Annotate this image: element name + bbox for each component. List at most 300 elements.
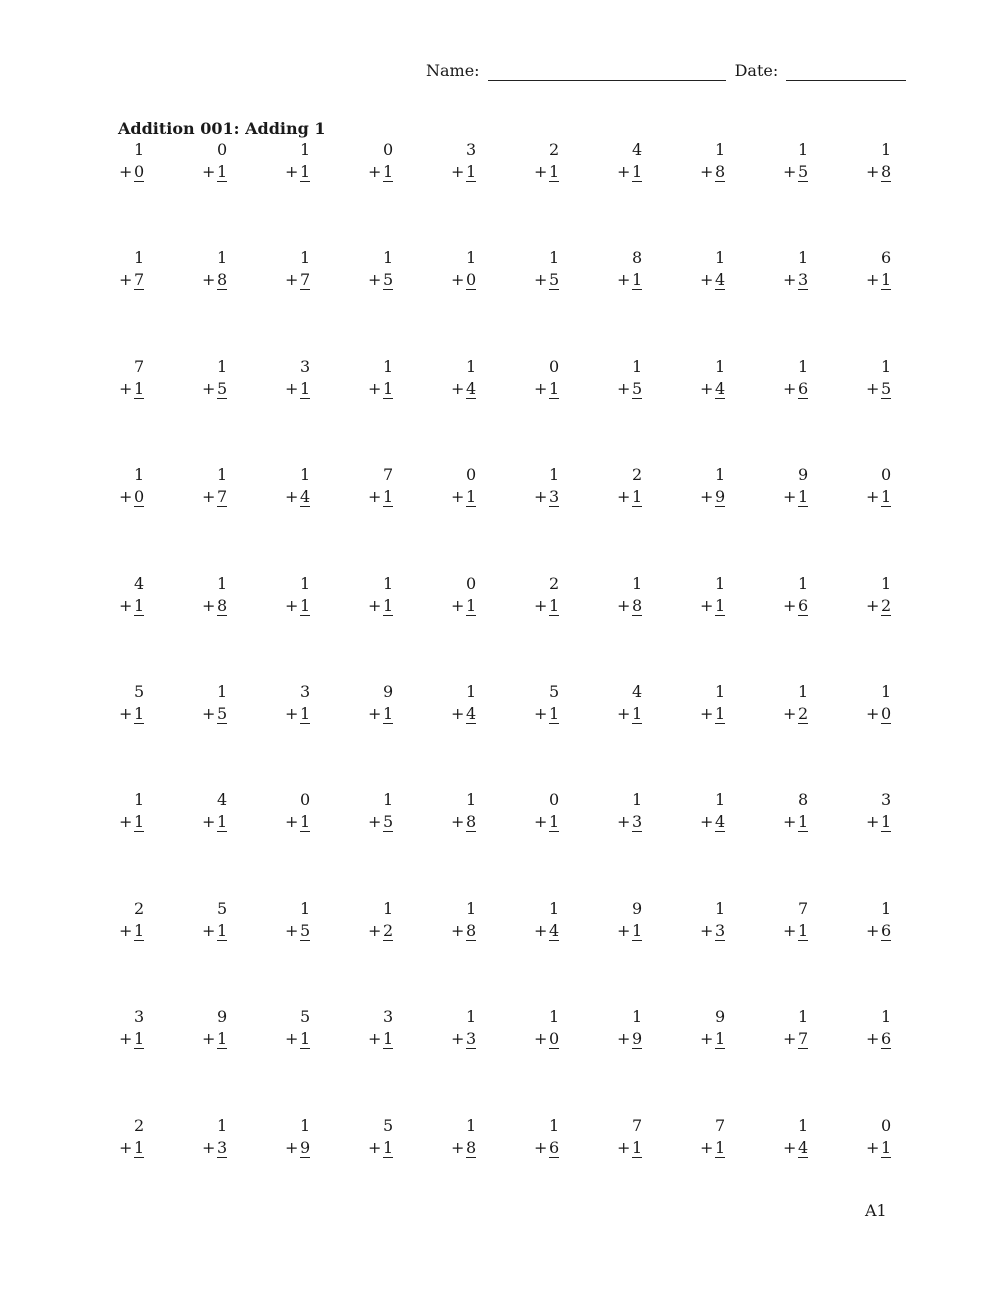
- top-number: 7: [798, 898, 809, 918]
- bottom-number: 1: [383, 1137, 394, 1157]
- addition-problem: [774, 681, 857, 789]
- bottom-number: 4: [715, 378, 726, 398]
- plus-sign: +: [783, 487, 797, 507]
- problem-row: [110, 1115, 940, 1223]
- addition-problem: [525, 1006, 608, 1114]
- addition-problem: [525, 681, 608, 789]
- bottom-line: [608, 703, 691, 725]
- bottom-number: 1: [300, 1029, 311, 1049]
- top-number: 1: [217, 1115, 228, 1135]
- plus-sign: +: [783, 920, 797, 940]
- bottom-number: 1: [383, 1029, 394, 1049]
- top-number: 1: [798, 140, 809, 159]
- addition-problem: [691, 789, 774, 897]
- plus-sign: +: [783, 812, 797, 832]
- top-number: 1: [715, 681, 726, 701]
- bottom-number: 8: [715, 162, 726, 181]
- plus-sign: +: [866, 812, 880, 832]
- bottom-line: [857, 161, 940, 183]
- top-number: 1: [383, 898, 394, 918]
- addition-problem: [359, 464, 442, 572]
- bottom-number: 0: [134, 162, 145, 181]
- addition-problem: [608, 573, 691, 681]
- bottom-line: [276, 1028, 359, 1050]
- bottom-line: [608, 486, 691, 508]
- addition-problem: [774, 1115, 857, 1223]
- addition-problem: [110, 464, 193, 572]
- bottom-line: [608, 269, 691, 291]
- plus-sign: +: [866, 1029, 880, 1049]
- addition-problem: [359, 1006, 442, 1114]
- bottom-line: [608, 595, 691, 617]
- bottom-line: [193, 1137, 276, 1159]
- bottom-line: [857, 1137, 940, 1159]
- plus-sign: +: [285, 920, 299, 940]
- addition-problem: [774, 139, 857, 247]
- plus-sign: +: [617, 487, 631, 507]
- bottom-line: [442, 269, 525, 291]
- bottom-line: [442, 378, 525, 400]
- bottom-number: 7: [798, 1029, 809, 1049]
- plus-sign: +: [700, 378, 714, 398]
- bottom-number: 2: [881, 595, 892, 615]
- addition-problem: [276, 464, 359, 572]
- addition-problem: [857, 247, 940, 355]
- top-number: 1: [383, 790, 394, 810]
- top-number: 8: [632, 248, 643, 268]
- plus-sign: +: [783, 703, 797, 723]
- worksheet-header: [426, 60, 906, 81]
- plus-sign: +: [368, 595, 382, 615]
- top-number: 5: [383, 1115, 394, 1135]
- bottom-line: [110, 595, 193, 617]
- plus-sign: +: [202, 162, 216, 181]
- bottom-line: [774, 703, 857, 725]
- plus-sign: +: [617, 703, 631, 723]
- addition-problem: [857, 139, 940, 247]
- bottom-number: 8: [466, 1137, 477, 1157]
- plus-sign: +: [700, 1029, 714, 1049]
- addition-problem: [193, 139, 276, 247]
- bottom-number: 7: [217, 487, 228, 507]
- addition-problem: [525, 1115, 608, 1223]
- bottom-line: [193, 378, 276, 400]
- addition-problem: [276, 247, 359, 355]
- addition-problem: [857, 356, 940, 464]
- top-number: 7: [383, 465, 394, 485]
- bottom-number: 8: [466, 920, 477, 940]
- top-number: 1: [715, 898, 726, 918]
- problem-row: [110, 356, 940, 464]
- addition-problem: [774, 789, 857, 897]
- addition-problem: [110, 1115, 193, 1223]
- top-number: 1: [300, 248, 311, 268]
- addition-problem: [193, 573, 276, 681]
- bottom-number: 3: [715, 920, 726, 940]
- top-number: 1: [134, 248, 145, 268]
- addition-problem: [276, 356, 359, 464]
- addition-problem: [525, 898, 608, 1006]
- bottom-line: [276, 595, 359, 617]
- plus-sign: +: [700, 162, 714, 181]
- worksheet-title: Addition 001: Adding 1: [118, 119, 326, 138]
- addition-problem: [359, 898, 442, 1006]
- plus-sign: +: [617, 595, 631, 615]
- addition-problem: [359, 356, 442, 464]
- bottom-line: [359, 1028, 442, 1050]
- top-number: 7: [715, 1115, 726, 1135]
- top-number: 1: [881, 356, 892, 376]
- addition-problem: [774, 898, 857, 1006]
- plus-sign: +: [783, 1029, 797, 1049]
- name-field-line[interactable]: [488, 60, 726, 81]
- addition-problem: [857, 898, 940, 1006]
- bottom-line: [359, 920, 442, 942]
- plus-sign: +: [368, 1137, 382, 1157]
- bottom-line: [691, 595, 774, 617]
- top-number: 8: [798, 790, 809, 810]
- addition-problem: [525, 247, 608, 355]
- bottom-number: 4: [466, 703, 477, 723]
- addition-problem: [276, 139, 359, 247]
- plus-sign: +: [285, 812, 299, 832]
- plus-sign: +: [451, 1029, 465, 1049]
- plus-sign: +: [534, 595, 548, 615]
- top-number: 1: [134, 465, 145, 485]
- bottom-number: 3: [549, 487, 560, 507]
- bottom-number: 9: [632, 1029, 643, 1049]
- problem-row: [110, 681, 940, 789]
- plus-sign: +: [617, 812, 631, 832]
- bottom-number: 1: [632, 920, 643, 940]
- addition-problem: [442, 573, 525, 681]
- bottom-line: [608, 1137, 691, 1159]
- top-number: 3: [300, 356, 311, 376]
- bottom-number: 1: [798, 487, 809, 507]
- top-number: 1: [881, 573, 892, 593]
- bottom-line: [691, 161, 774, 183]
- plus-sign: +: [119, 920, 133, 940]
- top-number: 1: [466, 790, 477, 810]
- addition-problem: [442, 356, 525, 464]
- top-number: 1: [881, 1007, 892, 1027]
- top-number: 2: [632, 465, 643, 485]
- plus-sign: +: [534, 270, 548, 290]
- plus-sign: +: [534, 378, 548, 398]
- plus-sign: +: [451, 703, 465, 723]
- top-number: 1: [549, 465, 560, 485]
- top-number: 1: [300, 140, 311, 159]
- addition-problem: [276, 1115, 359, 1223]
- bottom-number: 5: [217, 703, 228, 723]
- bottom-line: [276, 486, 359, 508]
- plus-sign: +: [368, 1029, 382, 1049]
- plus-sign: +: [285, 162, 299, 181]
- top-number: 1: [383, 356, 394, 376]
- bottom-line: [276, 1137, 359, 1159]
- bottom-line: [359, 595, 442, 617]
- bottom-number: 1: [466, 162, 477, 181]
- top-number: 0: [383, 140, 394, 159]
- top-number: 9: [383, 681, 394, 701]
- plus-sign: +: [368, 703, 382, 723]
- addition-problem: [608, 681, 691, 789]
- bottom-line: [525, 486, 608, 508]
- top-number: 0: [466, 465, 477, 485]
- top-number: 1: [881, 140, 892, 159]
- bottom-line: [276, 269, 359, 291]
- bottom-number: 7: [134, 270, 145, 290]
- bottom-line: [774, 595, 857, 617]
- plus-sign: +: [119, 270, 133, 290]
- bottom-number: 4: [715, 270, 726, 290]
- top-number: 6: [881, 248, 892, 268]
- bottom-number: 1: [549, 595, 560, 615]
- bottom-number: 1: [134, 595, 145, 615]
- top-number: 4: [134, 573, 145, 593]
- top-number: 1: [798, 573, 809, 593]
- plus-sign: +: [700, 487, 714, 507]
- bottom-line: [774, 486, 857, 508]
- plus-sign: +: [534, 162, 548, 181]
- bottom-number: 5: [632, 378, 643, 398]
- bottom-line: [525, 1137, 608, 1159]
- top-number: 1: [632, 1007, 643, 1027]
- bottom-line: [276, 920, 359, 942]
- addition-problem: [608, 139, 691, 247]
- bottom-number: 1: [134, 703, 145, 723]
- bottom-number: 3: [466, 1029, 477, 1049]
- top-number: 9: [632, 898, 643, 918]
- top-number: 1: [632, 573, 643, 593]
- plus-sign: +: [783, 378, 797, 398]
- bottom-line: [110, 378, 193, 400]
- addition-problem: [193, 789, 276, 897]
- addition-problem: [857, 681, 940, 789]
- plus-sign: +: [285, 487, 299, 507]
- bottom-line: [525, 161, 608, 183]
- bottom-line: [193, 269, 276, 291]
- bottom-line: [691, 811, 774, 833]
- bottom-number: 5: [217, 378, 228, 398]
- bottom-line: [110, 269, 193, 291]
- bottom-number: 8: [632, 595, 643, 615]
- plus-sign: +: [451, 1137, 465, 1157]
- bottom-number: 1: [134, 1137, 145, 1157]
- bottom-line: [193, 920, 276, 942]
- top-number: 1: [632, 790, 643, 810]
- bottom-number: 1: [632, 1137, 643, 1157]
- top-number: 9: [715, 1007, 726, 1027]
- addition-problem: [774, 247, 857, 355]
- plus-sign: +: [119, 162, 133, 181]
- bottom-number: 8: [466, 812, 477, 832]
- top-number: 4: [632, 140, 643, 159]
- plus-sign: +: [202, 595, 216, 615]
- bottom-number: 9: [715, 487, 726, 507]
- top-number: 1: [798, 1115, 809, 1135]
- top-number: 1: [549, 1115, 560, 1135]
- addition-problem: [608, 1006, 691, 1114]
- top-number: 2: [134, 1115, 145, 1135]
- plus-sign: +: [866, 487, 880, 507]
- bottom-line: [110, 1137, 193, 1159]
- addition-problem: [110, 898, 193, 1006]
- top-number: 1: [466, 898, 477, 918]
- bottom-line: [110, 1028, 193, 1050]
- bottom-number: 6: [881, 920, 892, 940]
- bottom-line: [608, 920, 691, 942]
- bottom-number: 1: [715, 1029, 726, 1049]
- bottom-line: [691, 1137, 774, 1159]
- bottom-line: [691, 486, 774, 508]
- top-number: 1: [549, 898, 560, 918]
- top-number: 0: [549, 356, 560, 376]
- addition-problem: [110, 681, 193, 789]
- plus-sign: +: [119, 595, 133, 615]
- plus-sign: +: [285, 1137, 299, 1157]
- bottom-number: 1: [383, 595, 394, 615]
- plus-sign: +: [368, 162, 382, 181]
- top-number: 0: [881, 465, 892, 485]
- addition-problem: [691, 1115, 774, 1223]
- addition-problem: [442, 898, 525, 1006]
- top-number: 0: [300, 790, 311, 810]
- top-number: 1: [466, 1115, 477, 1135]
- bottom-number: 5: [383, 270, 394, 290]
- addition-problem: [857, 1006, 940, 1114]
- plus-sign: +: [700, 270, 714, 290]
- bottom-number: 4: [549, 920, 560, 940]
- date-field-line[interactable]: [786, 60, 906, 81]
- plus-sign: +: [451, 920, 465, 940]
- top-number: 4: [217, 790, 228, 810]
- addition-problem: [608, 464, 691, 572]
- addition-problem: [525, 139, 608, 247]
- bottom-number: 1: [300, 162, 311, 181]
- bottom-line: [359, 269, 442, 291]
- bottom-number: 1: [881, 270, 892, 290]
- top-number: 1: [383, 248, 394, 268]
- plus-sign: +: [617, 1137, 631, 1157]
- addition-problem: [608, 247, 691, 355]
- addition-problem: [691, 681, 774, 789]
- bottom-number: 3: [217, 1137, 228, 1157]
- bottom-number: 1: [134, 378, 145, 398]
- addition-problem: [193, 356, 276, 464]
- bottom-line: [110, 703, 193, 725]
- bottom-number: 1: [134, 812, 145, 832]
- plus-sign: +: [202, 270, 216, 290]
- plus-sign: +: [368, 487, 382, 507]
- bottom-number: 1: [217, 920, 228, 940]
- bottom-line: [774, 378, 857, 400]
- top-number: 1: [881, 681, 892, 701]
- bottom-line: [442, 920, 525, 942]
- bottom-number: 4: [798, 1137, 809, 1157]
- addition-problem: [110, 247, 193, 355]
- bottom-line: [525, 269, 608, 291]
- bottom-number: 9: [300, 1137, 311, 1157]
- plus-sign: +: [783, 270, 797, 290]
- problem-row: [110, 898, 940, 1006]
- bottom-line: [110, 486, 193, 508]
- plus-sign: +: [617, 378, 631, 398]
- problem-row: [110, 247, 940, 355]
- bottom-line: [359, 486, 442, 508]
- plus-sign: +: [202, 1029, 216, 1049]
- bottom-number: 8: [217, 270, 228, 290]
- bottom-number: 2: [798, 703, 809, 723]
- plus-sign: +: [866, 1137, 880, 1157]
- bottom-line: [193, 486, 276, 508]
- bottom-number: 5: [881, 378, 892, 398]
- plus-sign: +: [534, 703, 548, 723]
- plus-sign: +: [285, 595, 299, 615]
- bottom-line: [110, 811, 193, 833]
- bottom-number: 1: [632, 703, 643, 723]
- bottom-number: 6: [549, 1137, 560, 1157]
- addition-problem: [110, 789, 193, 897]
- bottom-number: 1: [881, 1137, 892, 1157]
- addition-problem: [276, 1006, 359, 1114]
- plus-sign: +: [451, 378, 465, 398]
- top-number: 5: [134, 681, 145, 701]
- problem-row: [110, 1006, 940, 1114]
- bottom-number: 1: [383, 378, 394, 398]
- problem-row: [110, 139, 940, 247]
- page-code: A1: [865, 1201, 887, 1220]
- bottom-line: [608, 378, 691, 400]
- plus-sign: +: [119, 1029, 133, 1049]
- addition-problem: [691, 1006, 774, 1114]
- bottom-line: [525, 1028, 608, 1050]
- top-number: 1: [798, 681, 809, 701]
- addition-problem: [359, 789, 442, 897]
- addition-problem: [110, 139, 193, 247]
- bottom-line: [359, 703, 442, 725]
- top-number: 1: [466, 248, 477, 268]
- plus-sign: +: [119, 812, 133, 832]
- addition-problem: [193, 1115, 276, 1223]
- bottom-number: 7: [300, 270, 311, 290]
- bottom-number: 1: [715, 595, 726, 615]
- top-number: 0: [549, 790, 560, 810]
- plus-sign: +: [451, 812, 465, 832]
- plus-sign: +: [700, 920, 714, 940]
- addition-problem: [608, 356, 691, 464]
- bottom-number: 0: [466, 270, 477, 290]
- addition-problem: [442, 1115, 525, 1223]
- bottom-line: [359, 378, 442, 400]
- addition-problem: [525, 789, 608, 897]
- top-number: 1: [217, 573, 228, 593]
- bottom-line: [193, 595, 276, 617]
- plus-sign: +: [866, 595, 880, 615]
- plus-sign: +: [617, 270, 631, 290]
- plus-sign: +: [202, 812, 216, 832]
- plus-sign: +: [285, 1029, 299, 1049]
- bottom-line: [691, 920, 774, 942]
- bottom-number: 1: [632, 487, 643, 507]
- bottom-line: [774, 1137, 857, 1159]
- bottom-line: [442, 486, 525, 508]
- bottom-number: 8: [217, 595, 228, 615]
- bottom-line: [276, 378, 359, 400]
- bottom-line: [857, 811, 940, 833]
- addition-problem: [359, 573, 442, 681]
- plus-sign: +: [700, 703, 714, 723]
